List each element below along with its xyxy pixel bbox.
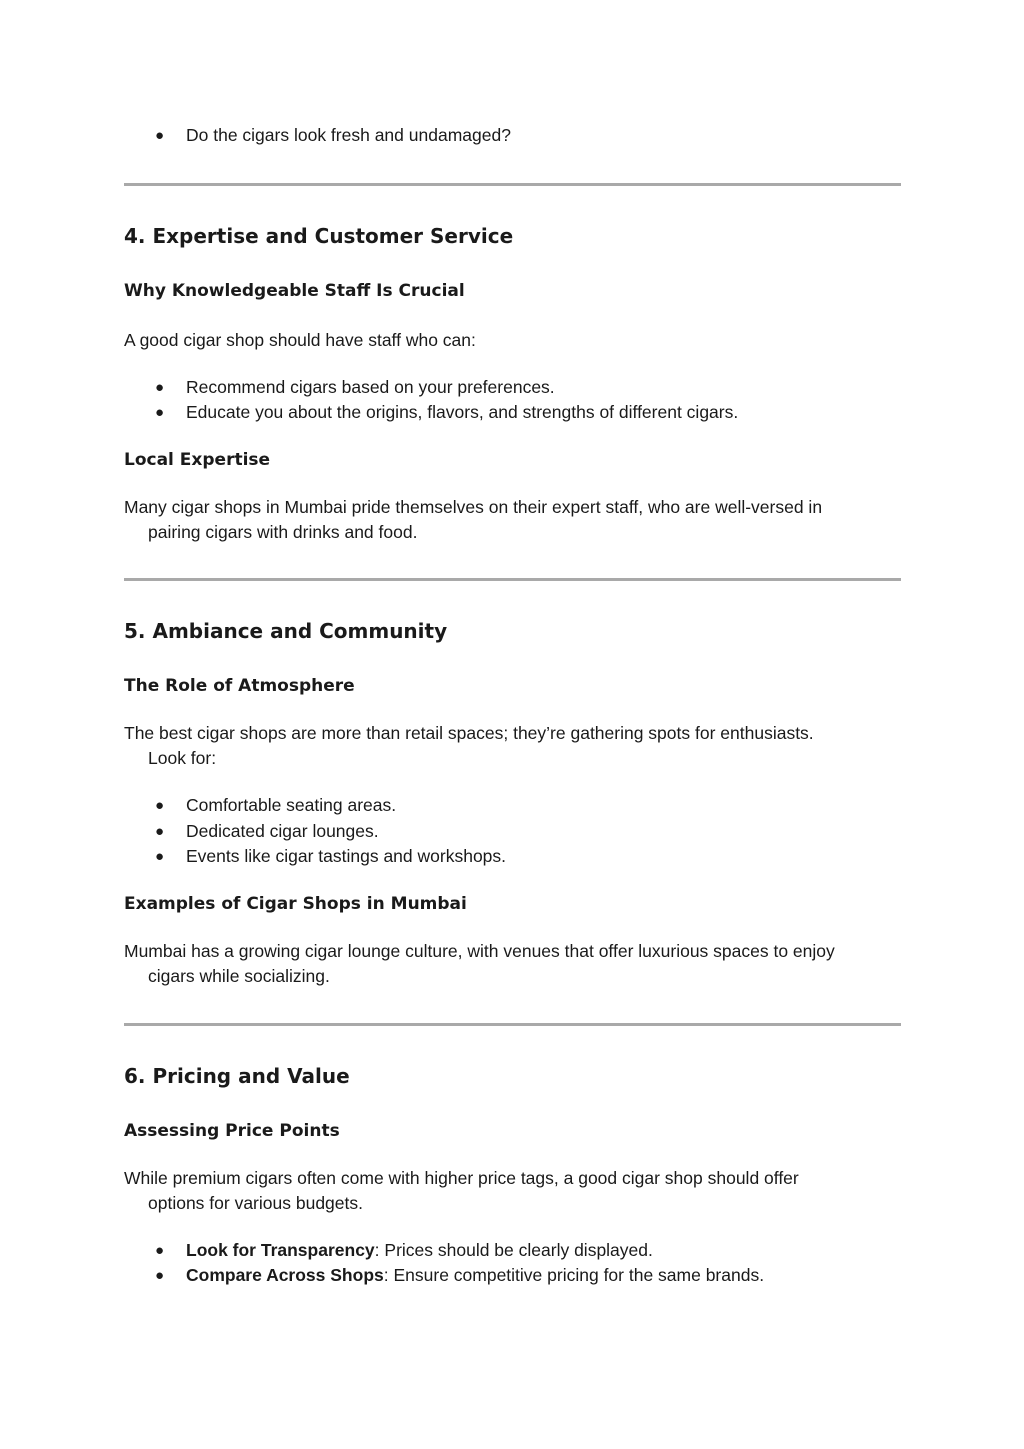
list-item-text: Recommend cigars based on your preferences. (186, 377, 555, 397)
bullet-icon: ● (155, 1242, 165, 1259)
list-item-text: Educate you about the origins, flavors, and strengths of different cigars. (186, 402, 739, 422)
bullet-icon: ● (155, 848, 165, 865)
paragraph (124, 495, 914, 545)
bullet-icon: ● (155, 797, 165, 814)
subsection-heading: Why Knowledgeable Staff Is Crucial (124, 281, 465, 301)
list-item-term: Look for Transparency (186, 1240, 375, 1260)
paragraph-line: Mumbai has a growing cigar lounge culture, with venues that offer luxurious spaces to enjoy (124, 941, 835, 961)
bullet-icon: ● (155, 823, 165, 840)
paragraph-line: Look for: (148, 748, 217, 768)
list-item (155, 400, 738, 425)
list-item-text: : Prices should be clearly displayed. (374, 1240, 653, 1260)
list-item (155, 1238, 653, 1263)
section-heading: 6. Pricing and Value (124, 1064, 350, 1088)
list-item (155, 1263, 764, 1288)
paragraph-line: The best cigar shops are more than retail spaces; they’re gathering spots for enthusiasts. (124, 723, 814, 743)
section-divider (124, 578, 901, 581)
paragraph-line: pairing cigars with drinks and food. (148, 522, 418, 542)
list-item-text: Comfortable seating areas. (186, 795, 397, 815)
paragraph-line: While premium cigars often come with higher price tags, a good cigar shop should offer (124, 1168, 799, 1188)
bullet-icon: ● (155, 1267, 165, 1284)
list-item-text: Events like cigar tastings and workshops. (186, 846, 507, 866)
paragraph-line: Many cigar shops in Mumbai pride themselves on their expert staff, who are well-versed in (124, 497, 823, 517)
list-item (155, 793, 396, 818)
paragraph (124, 721, 914, 771)
list-item-text: Do the cigars look fresh and undamaged? (186, 125, 511, 145)
subsection-heading: Local Expertise (124, 450, 271, 470)
section-heading: 5. Ambiance and Community (124, 619, 448, 643)
paragraph: A good cigar shop should have staff who can: (124, 330, 476, 350)
list-item-text: Dedicated cigar lounges. (186, 821, 379, 841)
list-item (155, 844, 506, 869)
section-heading: 4. Expertise and Customer Service (124, 224, 514, 248)
subsection-heading: Assessing Price Points (124, 1121, 340, 1141)
paragraph (124, 1166, 914, 1216)
bullet-icon: ● (155, 127, 165, 144)
list-item (155, 123, 511, 148)
paragraph-line: options for various budgets. (148, 1193, 363, 1213)
list-item-term: Compare Across Shops (186, 1265, 384, 1285)
list-item-text: : Ensure competitive pricing for the same brands. (383, 1265, 765, 1285)
bullet-icon: ● (155, 404, 165, 421)
subsection-heading: Examples of Cigar Shops in Mumbai (124, 894, 467, 914)
list-item (155, 819, 379, 844)
paragraph-line: cigars while socializing. (148, 966, 330, 986)
paragraph (124, 939, 914, 989)
bullet-icon: ● (155, 379, 165, 396)
section-divider (124, 183, 901, 186)
section-divider (124, 1023, 901, 1026)
subsection-heading: The Role of Atmosphere (124, 676, 355, 696)
list-item (155, 375, 555, 400)
